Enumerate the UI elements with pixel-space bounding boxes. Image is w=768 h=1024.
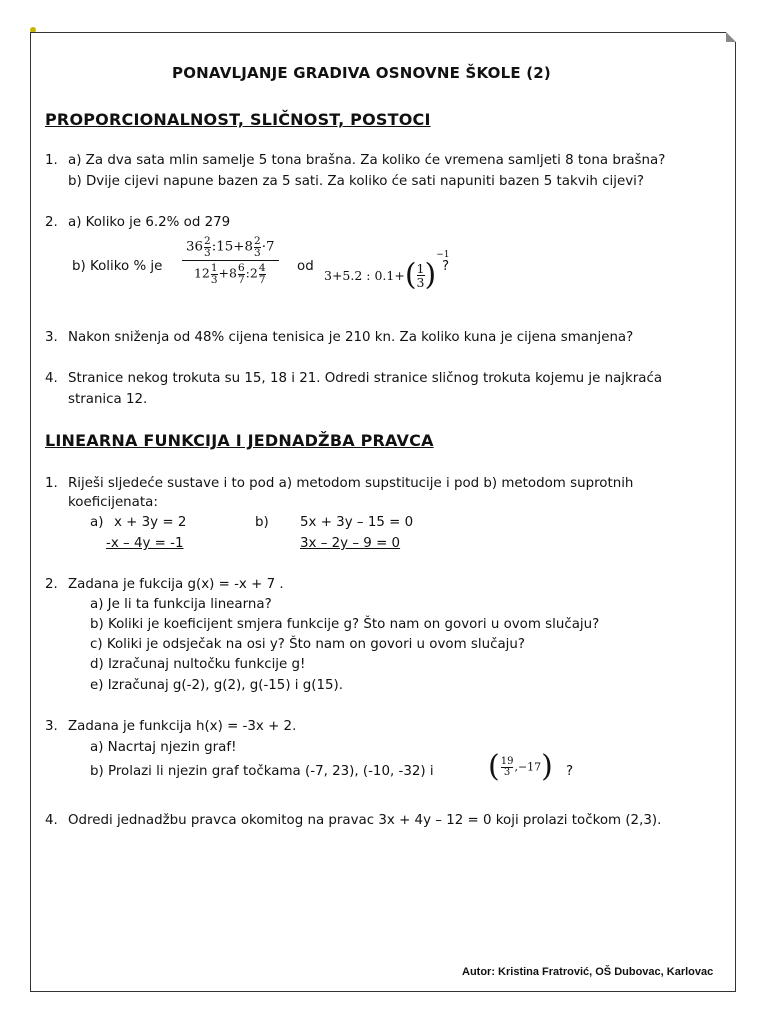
math-term: 1	[416, 260, 425, 276]
section-heading-proportionality: PROPORCIONALNOST, SLIČNOST, POSTOCI	[45, 110, 431, 129]
subtask-item: b) Koliki je koeficijent smjera funkcije g? Što nam on govori u ovom slučaju?	[90, 617, 600, 632]
task-text: a) Koliko je 6.2% od 279	[68, 215, 231, 230]
math-term: 7	[258, 273, 266, 286]
inner-fraction	[417, 262, 425, 289]
question-mark: ?	[442, 259, 450, 274]
mixed-fraction	[238, 263, 245, 285]
system-a-label: a)	[90, 515, 104, 530]
subtask-item: c) Koliki je odsječak na osi y? Što nam on govori u ovom slučaju?	[90, 637, 525, 652]
math-term: 12	[193, 265, 210, 281]
question-mark: ?	[566, 764, 574, 779]
mixed-fraction	[259, 263, 266, 285]
task-number: 4.	[45, 371, 58, 386]
math-term: ,−17	[514, 760, 542, 774]
section-heading-linear-function: LINEARNA FUNKCIJA I JEDNADŽBA PRAVCA	[45, 431, 434, 450]
subtask-item: e) Izračunaj g(-2), g(2), g(-15) i g(15).	[90, 678, 344, 693]
point-expression	[488, 749, 553, 784]
subtask-item: d) Izračunaj nultočku funkcije g!	[90, 657, 306, 672]
system-a-equation-1: x + 3y = 2	[114, 515, 187, 530]
math-term: 3+5.2 : 0.1+	[324, 268, 405, 283]
second-expression	[324, 250, 450, 291]
task-number: 1.	[45, 476, 58, 491]
task-number: 2.	[45, 577, 58, 592]
math-term: 4	[258, 262, 266, 274]
complex-fraction-expression	[182, 236, 279, 285]
task-text: koeficijenata:	[68, 495, 158, 510]
author-credit: Autor: Kristina Fratrović, OŠ Dubovac, Karlovac	[462, 966, 714, 978]
fraction-denominator	[182, 260, 279, 285]
task-text: Zadana je fukcija g(x) = -x + 7 .	[68, 577, 284, 592]
right-paren: )	[541, 749, 553, 784]
math-term: :15+8	[211, 239, 254, 255]
subtask-item: b) Prolazi li njezin graf točkama (-7, 23), (-10, -32) i	[90, 764, 434, 779]
main-fraction	[182, 236, 279, 285]
math-term: 3	[416, 275, 425, 290]
task-text: a) Za dva sata mlin samelje 5 tona brašna. Za koliko će vremena samljeti 8 tona brašna?	[68, 153, 666, 168]
system-b-equation-1: 5x + 3y – 15 = 0	[300, 515, 414, 530]
mixed-fraction	[204, 236, 211, 258]
math-term: ·7	[261, 239, 275, 255]
task-text: Stranice nekog trokuta su 15, 18 i 21. Odredi stranice sličnog trokuta kojemu je najkraća	[68, 371, 663, 386]
fraction-numerator	[182, 236, 279, 260]
task-text: Riješi sljedeće sustave i to pod a) metodom supstitucije i pod b) metodom suprotnih	[68, 476, 634, 491]
subtask-item: a) Nacrtaj njezin graf!	[90, 740, 237, 755]
task-text: Zadana je funkcija h(x) = -3x + 2.	[68, 719, 297, 734]
page-corner	[726, 32, 736, 42]
math-term: 7	[237, 273, 245, 286]
math-term: 3	[204, 246, 211, 259]
system-a-equation-2: -x – 4y = -1	[106, 536, 184, 551]
system-b-equation-2: 3x – 2y – 9 = 0	[300, 536, 401, 551]
right-paren: )	[424, 257, 437, 293]
mixed-fraction	[211, 263, 218, 285]
math-term: 2	[204, 235, 211, 247]
task-number: 3.	[45, 719, 58, 734]
task-text: b) Koliko % je	[72, 259, 163, 274]
math-term: 6	[237, 262, 245, 274]
mixed-fraction	[254, 236, 261, 258]
math-term: 36	[186, 239, 204, 255]
task-text: b) Dvije cijevi napune bazen za 5 sati. Za koliko će sati napuniti bazen 5 takvih cijevi?	[68, 174, 644, 189]
left-paren: (	[488, 749, 500, 784]
task-text: stranica 12.	[68, 392, 148, 407]
math-term: 3	[210, 273, 218, 286]
task-text: Odredi jednadžbu pravca okomitog na pravac 3x + 4y – 12 = 0 koji prolazi točkom (2,3).	[68, 813, 662, 828]
math-term: 3	[254, 246, 261, 259]
math-term: +8	[218, 265, 237, 281]
math-term: 2	[254, 235, 261, 247]
task-text: od	[297, 259, 314, 274]
task-number: 2.	[45, 215, 58, 230]
task-text: Nakon sniženja od 48% cijena tenisica je 210 kn. Za koliko kuna je cijena smanjena?	[68, 330, 634, 345]
task-number: 3.	[45, 330, 58, 345]
task-number: 1.	[45, 153, 58, 168]
math-term: 3	[501, 767, 514, 778]
math-term: :2	[245, 265, 258, 281]
system-b-label: b)	[255, 515, 269, 530]
page-title: PONAVLJANJE GRADIVA OSNOVNE ŠKOLE (2)	[172, 64, 551, 82]
subtask-item: a) Je li ta funkcija linearna?	[90, 597, 272, 612]
point-fraction	[501, 757, 514, 778]
left-paren: (	[404, 257, 417, 293]
exponent: −1	[436, 250, 450, 260]
task-number: 4.	[45, 813, 58, 828]
math-term: 1	[210, 262, 218, 274]
math-term: 19	[500, 755, 514, 767]
